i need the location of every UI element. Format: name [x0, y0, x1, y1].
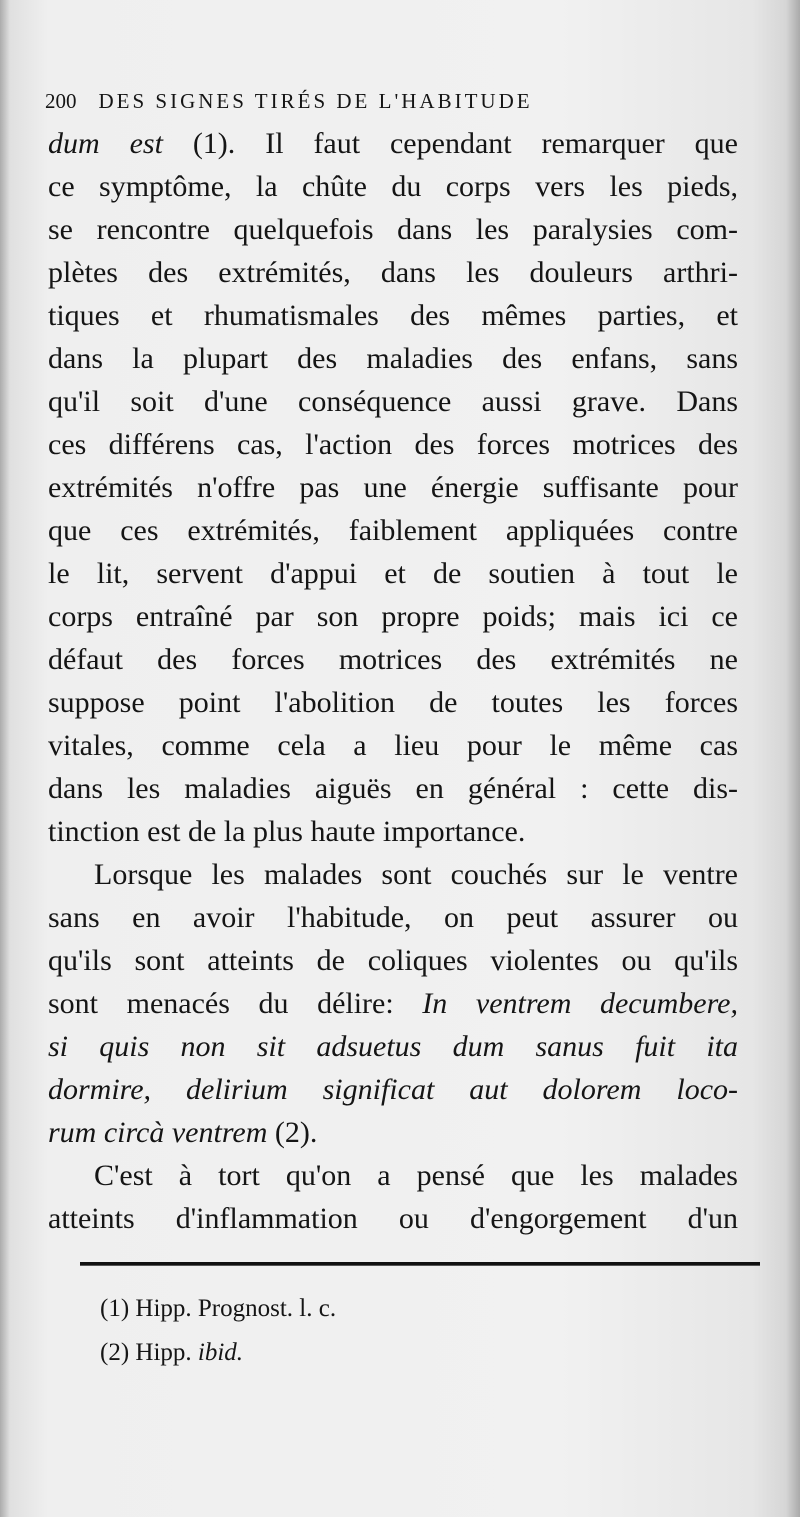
- text-line: rum circà ventrem (2).: [48, 1116, 318, 1149]
- page-edge-shadow: [786, 0, 800, 1517]
- text-line: ce symptôme, la chûte du corps vers les pieds,: [48, 170, 738, 203]
- text-line: dans les maladies aiguës en général : cette dis-: [48, 772, 738, 805]
- text-line: le lit, servent d'appui et de soutien à tout le: [48, 557, 738, 590]
- text-line: tinction est de la plus haute importance.: [48, 815, 526, 848]
- page-number: 200: [45, 89, 77, 113]
- text-line: sans en avoir l'habitude, on peut assurer ou: [48, 901, 738, 934]
- running-header: [45, 86, 745, 116]
- text-line: défaut des forces motrices des extrémités ne: [48, 643, 738, 676]
- text-line: dormire, delirium significat aut dolorem loco-: [48, 1073, 738, 1106]
- text-line: plètes des extrémités, dans les douleurs arthri-: [48, 256, 738, 289]
- running-title: DES SIGNES TIRÉS DE L'HABITUDE: [98, 89, 533, 113]
- text-line: vitales, comme cela a lieu pour le même cas: [48, 729, 738, 762]
- text-line: dum est (1). Il faut cependant remarquer que: [48, 127, 738, 160]
- footnote-1: (1) Hipp. Prognost. l. c.: [100, 1295, 337, 1322]
- text-line: C'est à tort qu'on a pensé que les malades: [94, 1159, 738, 1192]
- text-line: corps entraîné par son propre poids; mais ici ce: [48, 600, 738, 633]
- text-line: ces différens cas, l'action des forces motrices des: [48, 428, 738, 461]
- text-line: suppose point l'abolition de toutes les forces: [48, 686, 738, 719]
- text-line: si quis non sit adsuetus dum sanus fuit ita: [48, 1030, 738, 1063]
- footnote-2: (2) Hipp. ibid.: [100, 1339, 244, 1366]
- text-line: que ces extrémités, faiblement appliquées contre: [48, 514, 738, 547]
- body-text: [48, 122, 738, 1240]
- page-gutter-shadow: [0, 0, 10, 1517]
- text-line: se rencontre quelquefois dans les paralysies com-: [48, 213, 738, 246]
- text-line: extrémités n'offre pas une énergie suffisante pour: [48, 471, 738, 504]
- text-line: tiques et rhumatismales des mêmes parties, et: [48, 299, 738, 332]
- footnote-rule: [80, 1262, 760, 1266]
- text-line: qu'il soit d'une conséquence aussi grave. Dans: [48, 385, 738, 418]
- text-line: dans la plupart des maladies des enfans, sans: [48, 342, 738, 375]
- text-line: sont menacés du délire: In ventrem decumbere,: [48, 987, 738, 1020]
- text-line: atteints d'inflammation ou d'engorgement d'un: [48, 1202, 738, 1235]
- text-line: Lorsque les malades sont couchés sur le ventre: [94, 858, 738, 891]
- text-line: qu'ils sont atteints de coliques violentes ou qu'ils: [48, 944, 738, 977]
